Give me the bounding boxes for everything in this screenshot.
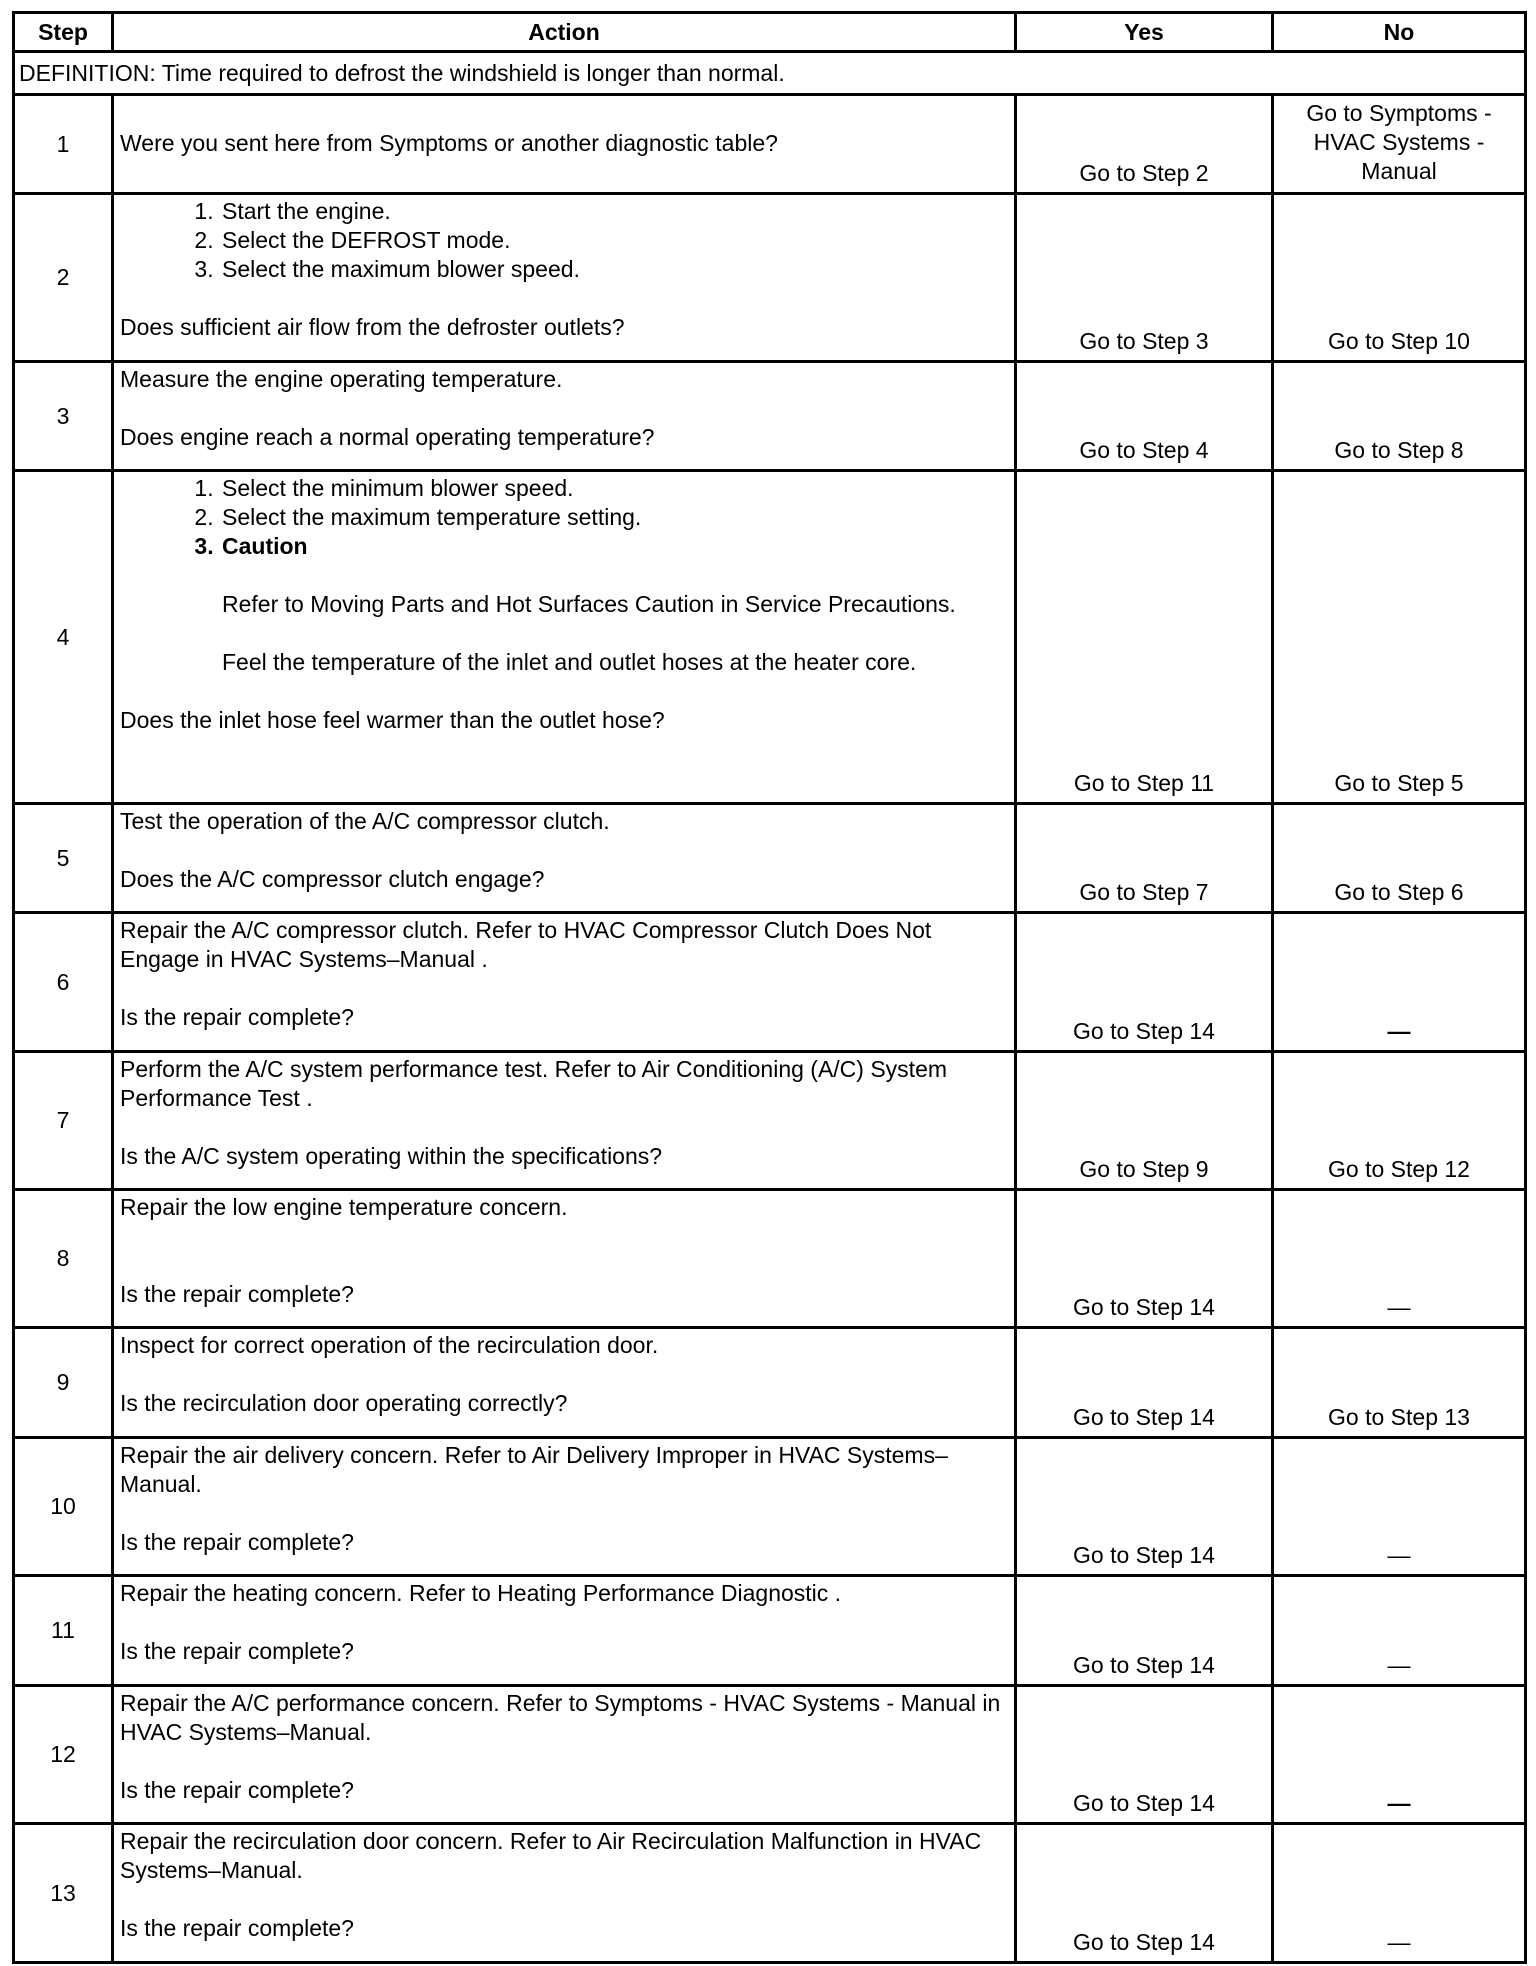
action-question: Does sufficient air flow from the defroster outlets? xyxy=(120,314,625,340)
caution-action: Feel the temperature of the inlet and outlet hoses at the heater core. xyxy=(222,649,917,675)
no-cell: Go to Step 5 xyxy=(1273,471,1526,804)
step-number: 7 xyxy=(14,1052,113,1190)
action-cell xyxy=(113,194,1016,362)
table-row xyxy=(14,1438,1526,1576)
table-row xyxy=(14,1824,1526,1963)
yes-cell: Go to Step 11 xyxy=(1016,471,1273,804)
diagnostic-table-page xyxy=(12,11,1524,1964)
yes-cell: Go to Step 14 xyxy=(1016,1190,1273,1328)
yes-cell: Go to Step 2 xyxy=(1016,95,1273,194)
step-number: 8 xyxy=(14,1190,113,1328)
action-cell xyxy=(113,362,1016,471)
action-cell xyxy=(113,913,1016,1052)
step-number: 3 xyxy=(14,362,113,471)
action-text: Repair the recirculation door concern. Refer to Air Recirculation Malfunction in HVAC Systems–Manual. xyxy=(120,1828,982,1883)
no-cell: Go to Step 6 xyxy=(1273,804,1526,913)
action-cell xyxy=(113,1328,1016,1438)
caution-text: Refer to Moving Parts and Hot Surfaces Caution in Service Precautions. xyxy=(222,591,956,617)
no-cell: Go to Step 10 xyxy=(1273,194,1526,362)
no-cell: — xyxy=(1273,1190,1526,1328)
action-question: Is the recirculation door operating correctly? xyxy=(120,1390,568,1416)
diagnostic-table xyxy=(12,11,1527,1964)
no-cell: — xyxy=(1273,1686,1526,1824)
yes-cell: Go to Step 9 xyxy=(1016,1052,1273,1190)
action-cell xyxy=(113,1686,1016,1824)
no-cell: — xyxy=(1273,913,1526,1052)
action-cell xyxy=(113,1052,1016,1190)
action-cell xyxy=(113,1438,1016,1576)
list-item: 3. Select the maximum blower speed. xyxy=(220,255,1008,284)
step-number: 1 xyxy=(14,95,113,194)
action-question: Were you sent here from Symptoms or another diagnostic table? xyxy=(120,129,778,156)
list-item: 1. Start the engine. xyxy=(220,197,1008,226)
action-text: Test the operation of the A/C compressor clutch. xyxy=(120,808,610,834)
yes-cell: Go to Step 14 xyxy=(1016,913,1273,1052)
definition-row xyxy=(14,52,1526,95)
action-steps-list xyxy=(120,474,1008,561)
header-no: No xyxy=(1273,13,1526,52)
action-text: Repair the air delivery concern. Refer to Air Delivery Improper in HVAC Systems–Manual. xyxy=(120,1442,948,1497)
action-cell xyxy=(113,804,1016,913)
table-row xyxy=(14,194,1526,362)
step-number: 4 xyxy=(14,471,113,804)
action-cell xyxy=(113,1576,1016,1686)
yes-cell: Go to Step 14 xyxy=(1016,1438,1273,1576)
step-number: 10 xyxy=(14,1438,113,1576)
header-row xyxy=(14,13,1526,52)
action-question: Is the repair complete? xyxy=(120,1529,354,1555)
action-text: Perform the A/C system performance test. Refer to Air Conditioning (A/C) System Performance Test . xyxy=(120,1056,948,1111)
table-row xyxy=(14,95,1526,194)
action-cell xyxy=(113,471,1016,804)
header-yes: Yes xyxy=(1016,13,1273,52)
table-row xyxy=(14,1190,1526,1328)
list-item: 1. Select the minimum blower speed. xyxy=(220,474,1008,503)
list-item: 2. Select the maximum temperature setting. xyxy=(220,503,1008,532)
step-number: 9 xyxy=(14,1328,113,1438)
action-question: Does the A/C compressor clutch engage? xyxy=(120,866,545,892)
no-cell: Go to Symptoms - HVAC Systems - Manual xyxy=(1273,95,1526,194)
yes-cell: Go to Step 3 xyxy=(1016,194,1273,362)
yes-cell: Go to Step 4 xyxy=(1016,362,1273,471)
step-number: 13 xyxy=(14,1824,113,1963)
table-row xyxy=(14,804,1526,913)
action-steps-list xyxy=(120,197,1008,284)
step-number: 6 xyxy=(14,913,113,1052)
action-question: Does the inlet hose feel warmer than the outlet hose? xyxy=(120,707,665,733)
action-cell xyxy=(113,95,1016,194)
step-number: 11 xyxy=(14,1576,113,1686)
no-cell: — xyxy=(1273,1438,1526,1576)
action-text: Measure the engine operating temperature. xyxy=(120,366,563,392)
definition-text: DEFINITION: Time required to defrost the windshield is longer than normal. xyxy=(14,52,1526,95)
action-question: Is the repair complete? xyxy=(120,1638,354,1664)
action-question: Is the repair complete? xyxy=(120,1004,354,1030)
table-row xyxy=(14,1052,1526,1190)
table-row xyxy=(14,1576,1526,1686)
table-row xyxy=(14,362,1526,471)
action-question: Does engine reach a normal operating temperature? xyxy=(120,424,655,450)
list-item: 2. Select the DEFROST mode. xyxy=(220,226,1008,255)
table-row xyxy=(14,913,1526,1052)
action-cell xyxy=(113,1824,1016,1963)
step-number: 2 xyxy=(14,194,113,362)
no-cell: Go to Step 12 xyxy=(1273,1052,1526,1190)
action-question: Is the repair complete? xyxy=(120,1777,354,1803)
action-text: Repair the low engine temperature concern. xyxy=(120,1194,568,1220)
yes-cell: Go to Step 7 xyxy=(1016,804,1273,913)
action-question: Is the A/C system operating within the specifications? xyxy=(120,1143,663,1169)
yes-cell: Go to Step 14 xyxy=(1016,1824,1273,1963)
action-text: Inspect for correct operation of the recirculation door. xyxy=(120,1332,659,1358)
header-action: Action xyxy=(113,13,1016,52)
yes-cell: Go to Step 14 xyxy=(1016,1686,1273,1824)
action-text: Repair the heating concern. Refer to Heating Performance Diagnostic . xyxy=(120,1580,842,1606)
action-question: Is the repair complete? xyxy=(120,1281,354,1307)
no-cell: Go to Step 8 xyxy=(1273,362,1526,471)
no-cell: — xyxy=(1273,1576,1526,1686)
table-row xyxy=(14,471,1526,804)
table-row xyxy=(14,1328,1526,1438)
action-cell xyxy=(113,1190,1016,1328)
action-text: Repair the A/C performance concern. Refer to Symptoms - HVAC Systems - Manual in HVAC Systems–Manual. xyxy=(120,1690,1001,1745)
step-number: 12 xyxy=(14,1686,113,1824)
action-question: Is the repair complete? xyxy=(120,1915,354,1941)
yes-cell: Go to Step 14 xyxy=(1016,1576,1273,1686)
table-row xyxy=(14,1686,1526,1824)
no-cell: — xyxy=(1273,1824,1526,1963)
no-cell: Go to Step 13 xyxy=(1273,1328,1526,1438)
yes-cell: Go to Step 14 xyxy=(1016,1328,1273,1438)
step-number: 5 xyxy=(14,804,113,913)
action-text: Repair the A/C compressor clutch. Refer to HVAC Compressor Clutch Does Not Engage in HVAC Systems–Manual . xyxy=(120,917,932,972)
caution-label: 3. Caution xyxy=(220,532,1008,561)
header-step: Step xyxy=(14,13,113,52)
